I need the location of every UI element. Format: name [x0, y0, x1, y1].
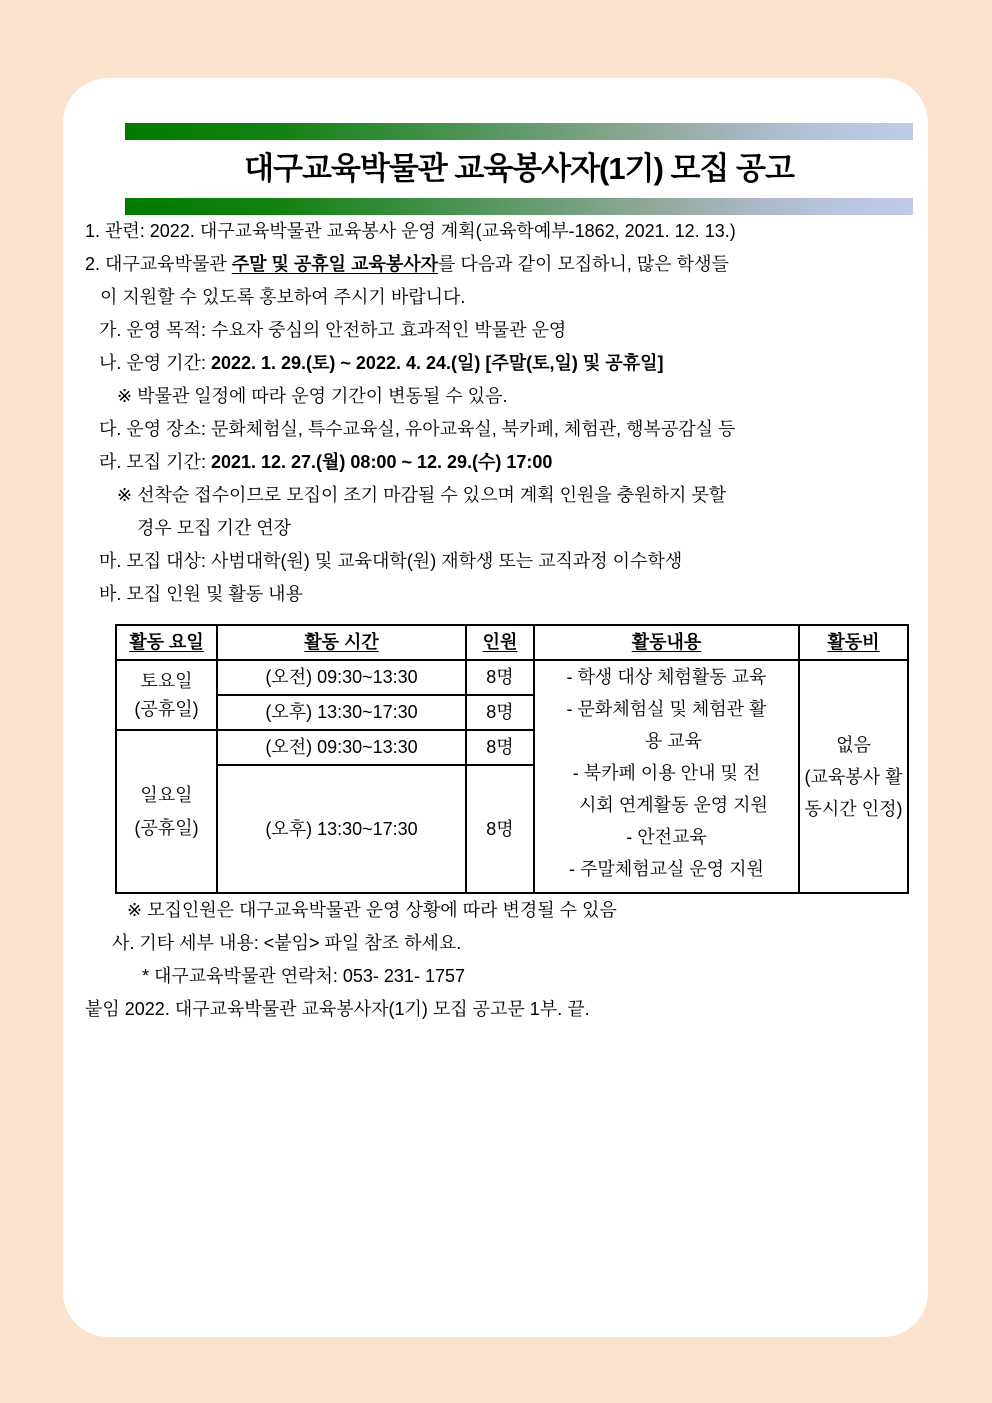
contact-line: * 대구교육박물관 연락처: 053- 231- 1757: [142, 966, 465, 986]
list-item-operation-period: [63, 347, 928, 380]
header-activity-fee: 활동비: [799, 625, 908, 660]
saturday-pm-time: (오후) 13:30~17:30: [217, 695, 466, 730]
recruit-period-note-line1: ※ 선착순 접수이므로 모집이 조기 마감될 수 있으며 계획 인원을 충원하지 못할: [117, 485, 727, 505]
activity-line: - 학생 대상 체험활동 교육: [566, 667, 767, 687]
announcement-line: [63, 248, 928, 281]
announcement-emphasis: 주말 및 공휴일 교육봉사자: [231, 254, 439, 274]
activity-detail-cell: [534, 660, 799, 893]
saturday-holiday-label: (공휴일): [134, 699, 199, 719]
header-count: 인원: [466, 625, 534, 660]
fee-none-label: 없음: [836, 734, 871, 755]
recruitment-table: [115, 624, 909, 894]
activity-line: - 안전교육: [626, 827, 707, 847]
activity-line: - 주말체험교실 운영 지원: [569, 859, 764, 879]
list-item-details: 사. 기타 세부 내용: <붙임> 파일 참조 하세요.: [112, 933, 462, 953]
title-top-bar: [125, 123, 913, 140]
saturday-am-time: (오전) 09:30~13:30: [217, 660, 466, 695]
list-item-target: 마. 모집 대상: 사범대학(원) 및 교육대학(원) 재학생 또는 교직과정 이수학생: [99, 551, 683, 571]
sunday-pm-count: 8명: [466, 765, 534, 893]
saturday-label: 토요일: [140, 671, 193, 691]
activity-fee-cell: [799, 660, 908, 893]
announcement-suffix: 를 다음과 같이 모집하니, 많은 학생들: [438, 254, 729, 274]
sunday-holiday-label: (공휴일): [134, 817, 199, 838]
title-block: [125, 123, 913, 215]
sunday-am-time: (오전) 09:30~13:30: [217, 730, 466, 765]
table-header-row: [116, 625, 908, 660]
sunday-label: 일요일: [140, 784, 193, 805]
header-activity-time: 활동 시간: [217, 625, 466, 660]
activity-line: - 문화체험실 및 체험관 활: [566, 699, 767, 719]
activity-line: 시회 연계활동 운영 지원: [579, 795, 768, 815]
announcement-continuation: 이 지원할 수 있도록 홍보하여 주시기 바랍니다.: [100, 287, 466, 307]
document-body: [63, 215, 928, 1026]
operation-period-note: ※ 박물관 일정에 따라 운영 기간이 변동될 수 있음.: [117, 386, 508, 406]
recruit-period-note-line2: 경우 모집 기간 연장: [137, 518, 292, 538]
recruit-period-dates: 2021. 12. 27.(월) 08:00 ~ 12. 29.(수) 17:00: [210, 452, 553, 472]
saturday-day-cell: [116, 660, 217, 730]
list-item-headcount: 바. 모집 인원 및 활동 내용: [99, 584, 303, 604]
header-activity-day: 활동 요일: [116, 625, 217, 660]
list-item-purpose: 가. 운영 목적: 수요자 중심의 안전하고 효과적인 박물관 운영: [99, 320, 567, 340]
attachment-line: 붙임 2022. 대구교육박물관 교육봉사자(1기) 모집 공고문 1부. 끝.: [85, 999, 590, 1019]
header-activity-detail: 활동내용: [534, 625, 799, 660]
sunday-day-cell: [116, 730, 217, 893]
recruit-period-label: 라. 모집 기간:: [99, 452, 211, 472]
activity-line: 용 교육: [644, 731, 703, 751]
related-line: 1. 관련: 2022. 대구교육박물관 교육봉사 운영 계획(교육학예부-1862, 2021. 12. 13.): [85, 221, 736, 241]
sunday-am-count: 8명: [466, 730, 534, 765]
operation-period-dates: 2022. 1. 29.(토) ~ 2022. 4. 24.(일) [주말(토,일) 및 공휴일]: [210, 353, 664, 373]
document-title: 대구교육박물관 교육봉사자(1기) 모집 공고: [244, 151, 794, 186]
announcement-prefix: 2. 대구교육박물관: [85, 254, 232, 274]
saturday-am-count: 8명: [466, 660, 534, 695]
table-note: ※ 모집인원은 대구교육박물관 운영 상황에 따라 변경될 수 있음: [127, 900, 617, 920]
sunday-pm-time: (오후) 13:30~17:30: [217, 765, 466, 893]
table-row: [116, 660, 908, 695]
saturday-pm-count: 8명: [466, 695, 534, 730]
operation-period-label: 나. 운영 기간:: [99, 353, 211, 373]
activity-line: - 북카페 이용 안내 및 전: [572, 763, 761, 783]
document-sheet: [63, 78, 928, 1337]
list-item-recruit-period: [63, 446, 928, 479]
fee-note-label: (교육봉사 활동시간 인정): [804, 766, 903, 819]
title-bottom-bar: [125, 198, 913, 215]
list-item-location: 다. 운영 장소: 문화체험실, 특수교육실, 유아교육실, 북카페, 체험관, 행복공감실 등: [99, 419, 736, 439]
